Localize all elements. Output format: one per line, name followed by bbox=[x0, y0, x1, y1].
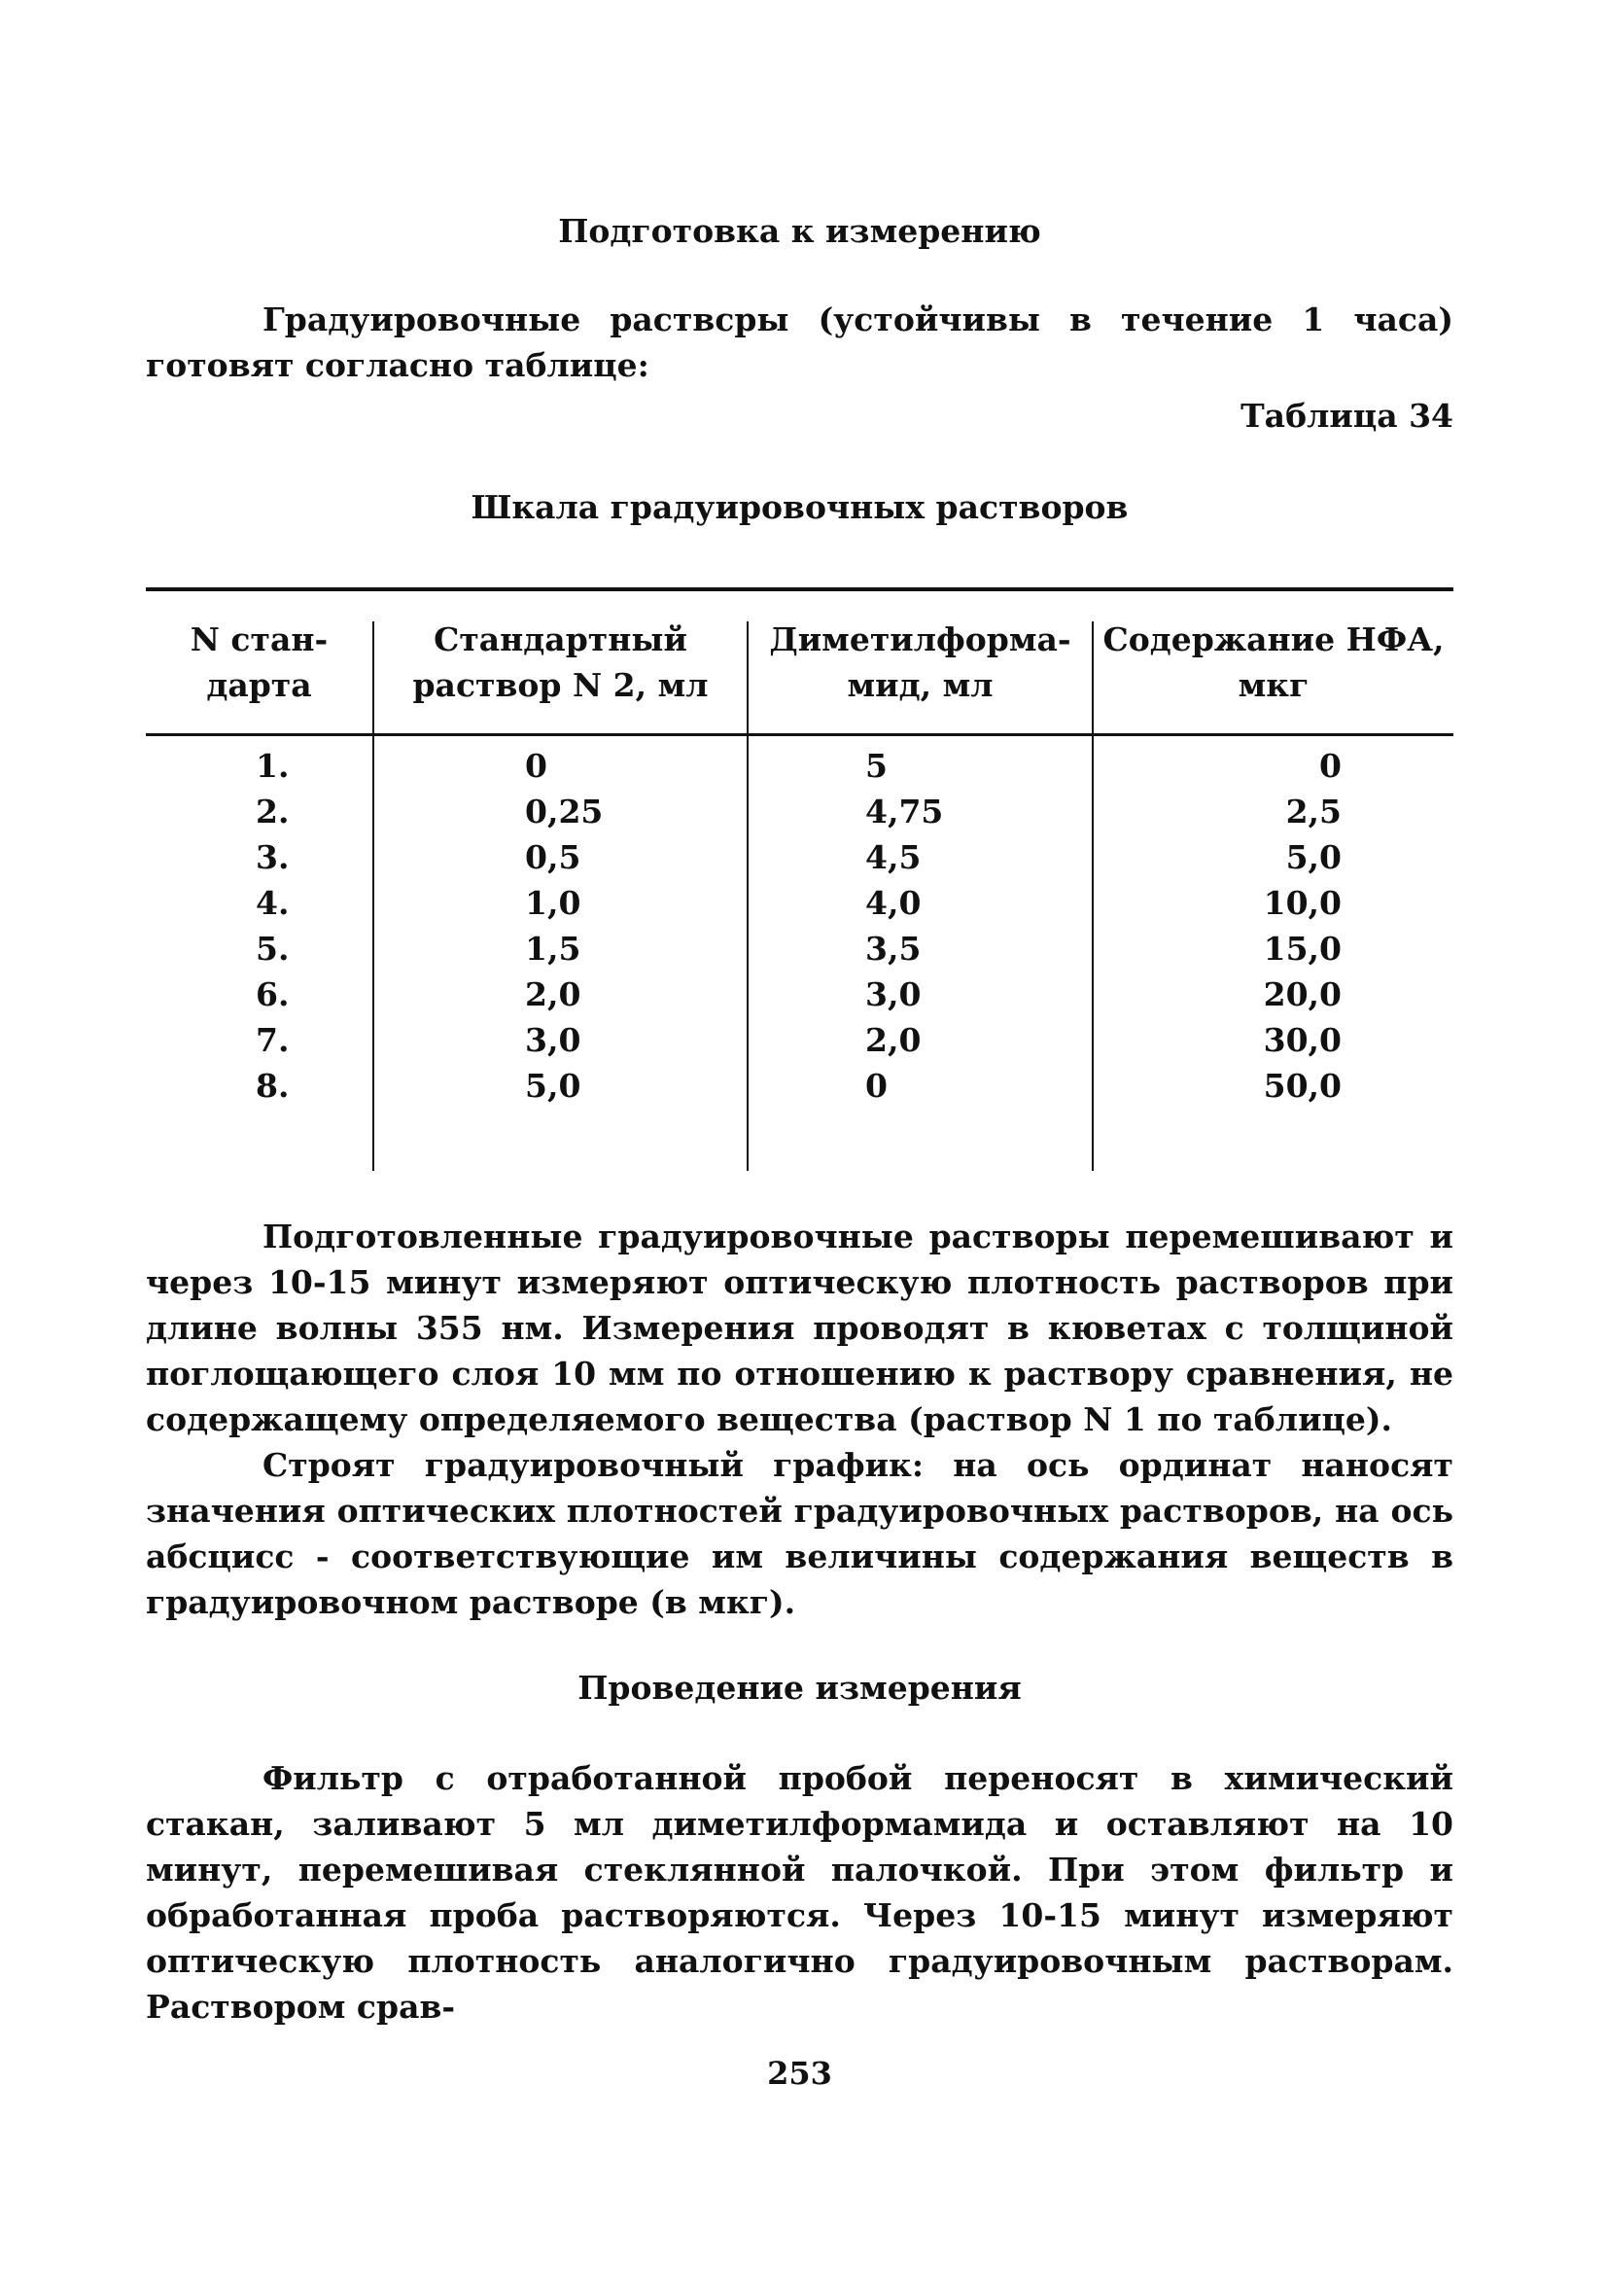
page-number: 253 bbox=[767, 2055, 832, 2092]
column-header-dimethylformamide: Диметилформа- мид, мл bbox=[769, 620, 1071, 704]
table-cell: 7. bbox=[256, 1021, 290, 1059]
table-cell: 3,5 bbox=[865, 930, 922, 968]
paragraph-calibration-measurement: Подготовленные градуировочные растворы перемешивают и через 10-15 минут измеряют оптическую плотность растворов при длине волны 355 нм. Измерения проводят в кюветах с толщиной поглощающего слоя 10 мм по отношению к раствору сравнения, не содержащему определяемого вещества (раствор N 1 по таблице). bbox=[146, 1218, 1453, 1438]
table-cell: 4. bbox=[256, 884, 290, 922]
table-cell: 15,0 bbox=[1263, 930, 1342, 968]
column-header-standard-solution: Стандартный раствор N 2, мл bbox=[412, 620, 709, 704]
table-cell: 4,0 bbox=[865, 884, 922, 922]
table-cell: 0,5 bbox=[525, 838, 581, 876]
table-cell: 5,0 bbox=[1285, 838, 1342, 876]
table-cell: 2,0 bbox=[865, 1021, 922, 1059]
table-cell: 50,0 bbox=[1263, 1067, 1342, 1105]
table-header-rule bbox=[146, 733, 1453, 736]
table-cell: 3. bbox=[256, 838, 290, 876]
table-cell: 0,25 bbox=[525, 793, 604, 830]
table-cell: 1. bbox=[256, 747, 290, 785]
table-cell: 10,0 bbox=[1263, 884, 1342, 922]
table-cell: 6. bbox=[256, 975, 290, 1013]
table-cell: 0 bbox=[865, 1067, 888, 1105]
section-heading-preparation: Подготовка к измерению bbox=[558, 212, 1041, 250]
table-cell: 1,5 bbox=[525, 930, 581, 968]
table-cell: 5,0 bbox=[525, 1067, 581, 1105]
calibration-table bbox=[146, 587, 1453, 1171]
table-cell: 0 bbox=[1319, 747, 1342, 785]
table-title: Шкала градуировочных растворов bbox=[471, 488, 1129, 526]
table-cell: 4,75 bbox=[865, 793, 944, 830]
paragraph-calibration-graph: Строят градуировочный график: на ось ординат наносят значения оптических плотностей градуировочных растворов, на ось абсцисс - соответствующие им величины содержания веществ в градуировочном растворе (в мкг). bbox=[146, 1446, 1453, 1621]
table-cell: 30,0 bbox=[1263, 1021, 1342, 1059]
table-cell: 2,0 bbox=[525, 975, 581, 1013]
table-cell: 5. bbox=[256, 930, 290, 968]
table-cell: 2,5 bbox=[1285, 793, 1342, 830]
table-label: Таблица 34 bbox=[1240, 397, 1453, 435]
table-cell: 8. bbox=[256, 1067, 290, 1105]
table-top-rule bbox=[146, 587, 1453, 591]
column-header-nfa-content: Содержание НФА, мкг bbox=[1102, 620, 1445, 704]
table-cell: 3,0 bbox=[865, 975, 922, 1013]
intro-paragraph: Градуировочные раствсры (устойчивы в течение 1 часа) готовят согласно таблице: bbox=[146, 300, 1453, 384]
table-cell: 2. bbox=[256, 793, 290, 830]
table-cell: 5 bbox=[865, 747, 888, 785]
section-heading-measurement: Проведение измерения bbox=[577, 1669, 1022, 1707]
paragraph-measurement-procedure: Фильтр с отработанной пробой переносят в химический стакан, заливают 5 мл диметилформамида и оставляют на 10 минут, перемешивая стеклянной палочкой. При этом фильтр и обработанная проба растворяются. Через 10-15 минут измеряют оптическую плотность аналогично градуировочным растворам. Раствором срав- bbox=[146, 1759, 1453, 2026]
table-cell: 3,0 bbox=[525, 1021, 581, 1059]
table-cell: 0 bbox=[525, 747, 547, 785]
column-header-standard-number: N стан- дарта bbox=[190, 620, 329, 704]
table-cell: 20,0 bbox=[1263, 975, 1342, 1013]
table-cell: 1,0 bbox=[525, 884, 581, 922]
table-cell: 4,5 bbox=[865, 838, 922, 876]
